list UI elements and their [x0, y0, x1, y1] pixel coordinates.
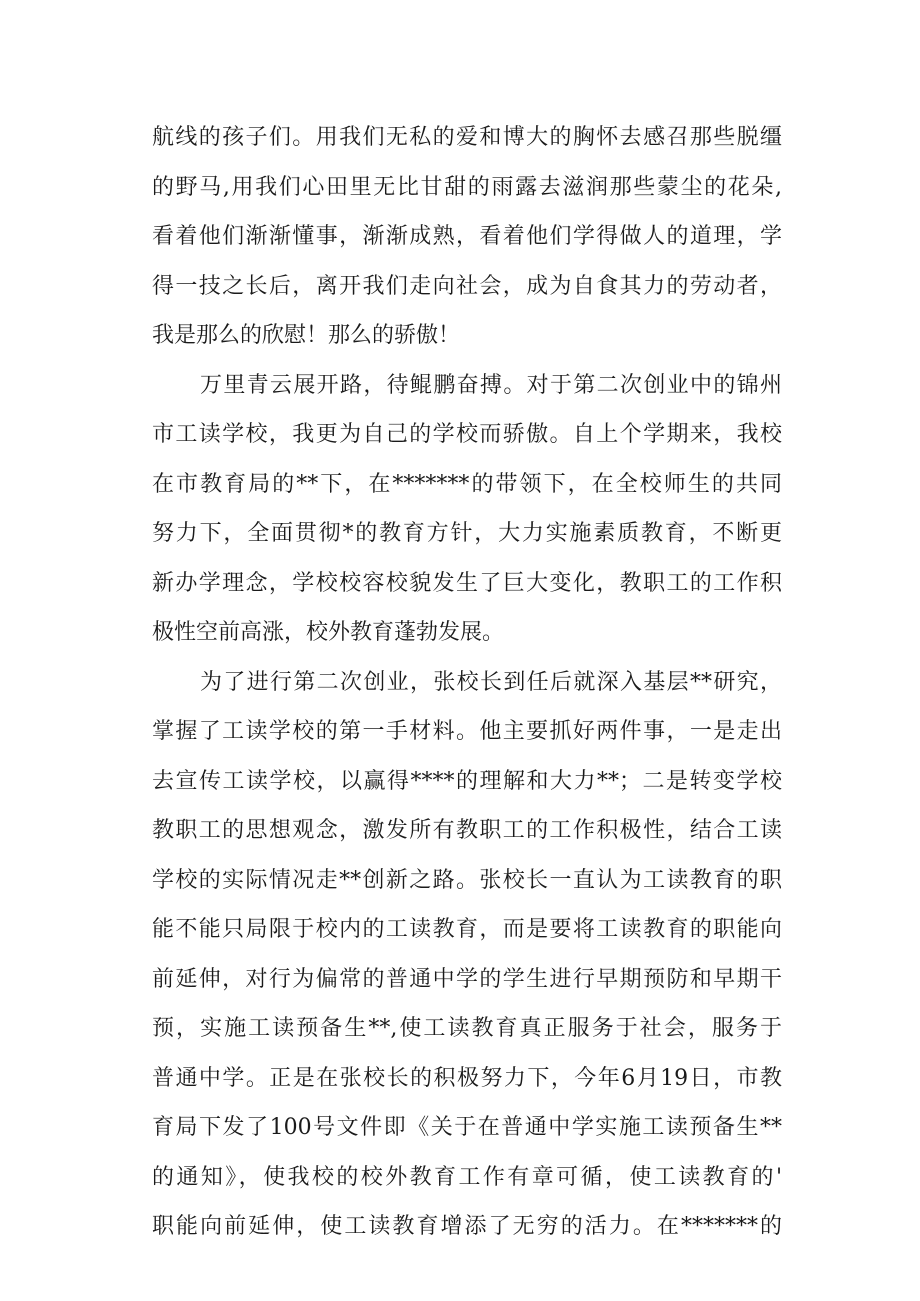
- text-line: 能不能只局限于校内的工读教育，而是要将工读教育的职能向: [152, 917, 782, 942]
- text-line: 在市教育局的**下，在*******的带领下，在全校师生的共同: [152, 471, 782, 497]
- text-line: 的通知》，使我校的校外教育工作有章可循，使工读教育的': [152, 1164, 782, 1190]
- text-line: 预，实施工读预备生**,使工读教育真正服务于社会，服务于: [152, 1016, 782, 1041]
- paragraph-first-line: 万里青云展开路，待鲲鹏奋搏。对于第二次创业中的锦州: [200, 372, 782, 398]
- text-line: 极性空前高涨，校外教育蓬勃发展。: [152, 620, 505, 645]
- text-line: 学校的实际情况走**创新之路。张校长一直认为工读教育的职: [152, 867, 782, 893]
- text-line: 得一技之长后，离开我们走向社会，成为自食其力的劳动者，: [152, 273, 782, 299]
- text-line: 育局下发了100号文件即《关于在普通中学实施工读预备生**: [152, 1115, 782, 1140]
- text-line: 掌握了工读学校的第一手材料。他主要抓好两件事，一是走出: [152, 719, 782, 744]
- text-line: 航线的孩子们。用我们无私的爱和博大的胸怀去感召那些脱缰: [152, 125, 782, 150]
- text-line: 职能向前延伸，使工读教育增添了无穷的活力。在*******的: [152, 1214, 782, 1239]
- text-line: 努力下，全面贯彻*的教育方针，大力实施素质教育，不断更: [152, 521, 782, 546]
- paragraph-first-line: 为了进行第二次创业，张校长到任后就深入基层**研究，: [200, 669, 782, 695]
- text-line: 看着他们渐渐懂事，渐渐成熟，看着他们学得做人的道理，学: [152, 224, 782, 249]
- text-line: 前延伸，对行为偏常的普通中学的学生进行早期预防和早期干: [152, 966, 782, 992]
- text-line: 教职工的思想观念，激发所有教职工的工作积极性，结合工读: [152, 818, 782, 843]
- text-line: 我是那么的欣慰！那么的骄傲！: [152, 323, 461, 348]
- text-line: 新办学理念，学校校容校貌发生了巨大变化，教职工的工作积: [152, 570, 782, 596]
- body-text: [152, 113, 782, 1252]
- text-line: 市工读学校，我更为自己的学校而骄傲。自上个学期来，我校: [152, 422, 782, 447]
- text-line: 的野马,用我们心田里无比甘甜的雨露去滋润那些蒙尘的花朵,: [152, 174, 782, 200]
- text-line: 去宣传工读学校，以赢得****的理解和大力**；二是转变学校: [152, 768, 782, 794]
- text-line: 普通中学。正是在张校长的积极努力下，今年6月19日，市教: [152, 1065, 782, 1091]
